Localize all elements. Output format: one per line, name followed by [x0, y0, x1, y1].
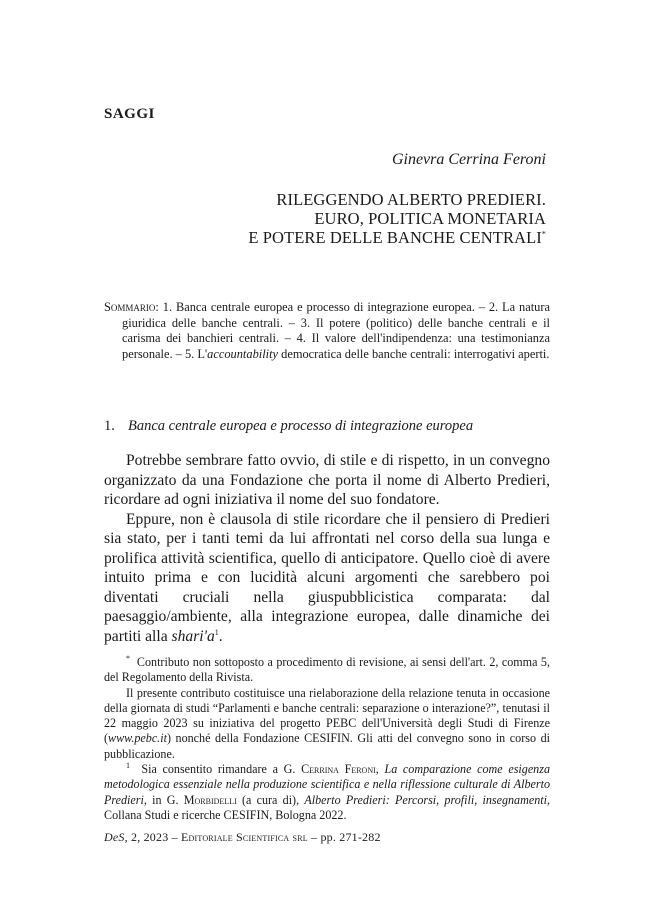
- footer-journal: DeS: [104, 830, 125, 844]
- summary: [104, 300, 550, 362]
- section-heading: [104, 418, 550, 435]
- footnote-1-title2: Alberto Predieri: Percorsi, profili, insegnamenti: [304, 792, 547, 807]
- footnote-star-continued: [104, 686, 550, 762]
- footnote-star-text: Contributo non sottoposto a procedimento di revisione, ai sensi dell'art. 2, comma 5, del Regolamento della Rivista.: [104, 655, 550, 685]
- title-line-2: EURO, POLITICA MONETARIA: [314, 209, 546, 228]
- section-heading-text: Banca centrale europea e processo di integrazione europea: [128, 418, 474, 434]
- title-line-3: [126, 228, 546, 247]
- footnote-star-text2-b: ) nonché della Fondazione CESIFIN. Gli atti del convegno sono in corso di pubblicazione.: [104, 731, 550, 761]
- summary-block: [104, 300, 550, 362]
- paragraph-2-end: .: [218, 627, 223, 645]
- paragraph-1: Potrebbe sembrare fatto ovvio, di stile e di rispetto, in un convegno organizzato da una Fondazione che porta il nome di Alberto Predieri, ricordare ad ogni iniziativa il nome del suo fondatore.: [104, 452, 550, 508]
- footnote-star-mark: *: [126, 653, 130, 663]
- summary-text-after: democratica delle banche centrali: interrogativi aperti.: [278, 346, 550, 361]
- footnote-1-b: ,: [375, 762, 385, 777]
- footnote-1-author1: Cerrina Feroni: [301, 762, 376, 777]
- author-name: Ginevra Cerrina Feroni: [391, 151, 546, 168]
- title-line-3-text: E POTERE DELLE BANCHE CENTRALI: [248, 228, 542, 247]
- summary-italic: accountability: [207, 346, 279, 361]
- title-line-1: RILEGGENDO ALBERTO PREDIERI.: [276, 190, 546, 209]
- footnote-star-text2-a: Il presente contributo costituisce una rielaborazione della relazione tenuta in occasione della giornata di studi “Parlamenti e banche centrali: separazione o interazione?”, tenutasi il 22 maggio 2023 su iniziativa del progetto PEBC dell'Università degli Studi di Firenze (: [104, 685, 550, 746]
- body-text: [104, 451, 550, 646]
- footnote-1-c: , in G.: [143, 792, 184, 807]
- footnote-1-d: (a cura di),: [236, 792, 305, 807]
- footnote-star: [104, 655, 550, 686]
- footnote-1: [104, 762, 550, 823]
- footer-issue: , 2, 2023 –: [124, 830, 181, 844]
- footnotes: [104, 655, 550, 823]
- paragraph-2: [104, 510, 550, 647]
- footnote-1-e: , Collana Studi e ricerche CESIFIN, Bologna 2022.: [104, 792, 550, 822]
- article-title: [126, 190, 546, 247]
- summary-label: Sommario:: [104, 300, 159, 314]
- footnote-1-a: Sia consentito rimandare a G.: [141, 762, 302, 777]
- footnote-1-title1: La comparazione come esigenza metodologica essenziale nella produzione scientifica e nella riflessione culturale di Alberto Predieri: [104, 762, 550, 807]
- footnote-1-author2: Morbidelli: [183, 792, 237, 807]
- page-footer: [104, 830, 381, 845]
- summary-text: 1. Banca centrale europea e processo di integrazione europea. – 2. La natura giuridica delle banche centrali. – 3. Il potere (politico) delle banche centrali e il carisma dei banchieri centrali. – 4. Il valore dell'indipendenza: una testimonianza personale. – 5. L': [122, 300, 550, 361]
- footer-pages: – pp. 271-282: [307, 830, 381, 844]
- footnote-star-link: www.pebc.it: [108, 731, 167, 746]
- paragraph-2-text: Eppure, non è clausola di stile ricordare che il pensiero di Predieri sia stato, per i tanti temi da lui affrontati nel corso della sua lunga e prolifica attività scientifica, quello di anticipatore. Quello cioè di avere intuito prima e con lucidità alcuni argomenti che sarebbero poi diventati cruciali nella giuspubblicistica comparata: dal paesaggio/ambiente, alla integrazione europea, dalle dinamiche dei partiti alla: [104, 510, 550, 645]
- title-footnote-mark: *: [541, 229, 546, 239]
- section-number: 1.: [104, 418, 115, 434]
- section-label: SAGGI: [104, 106, 155, 122]
- footnote-1-mark: 1: [126, 761, 130, 771]
- paragraph-2-italic: shari'a: [171, 627, 215, 645]
- footnote-ref-1: 1: [214, 627, 219, 637]
- footer-publisher: Editoriale Scientifica srl: [181, 830, 308, 844]
